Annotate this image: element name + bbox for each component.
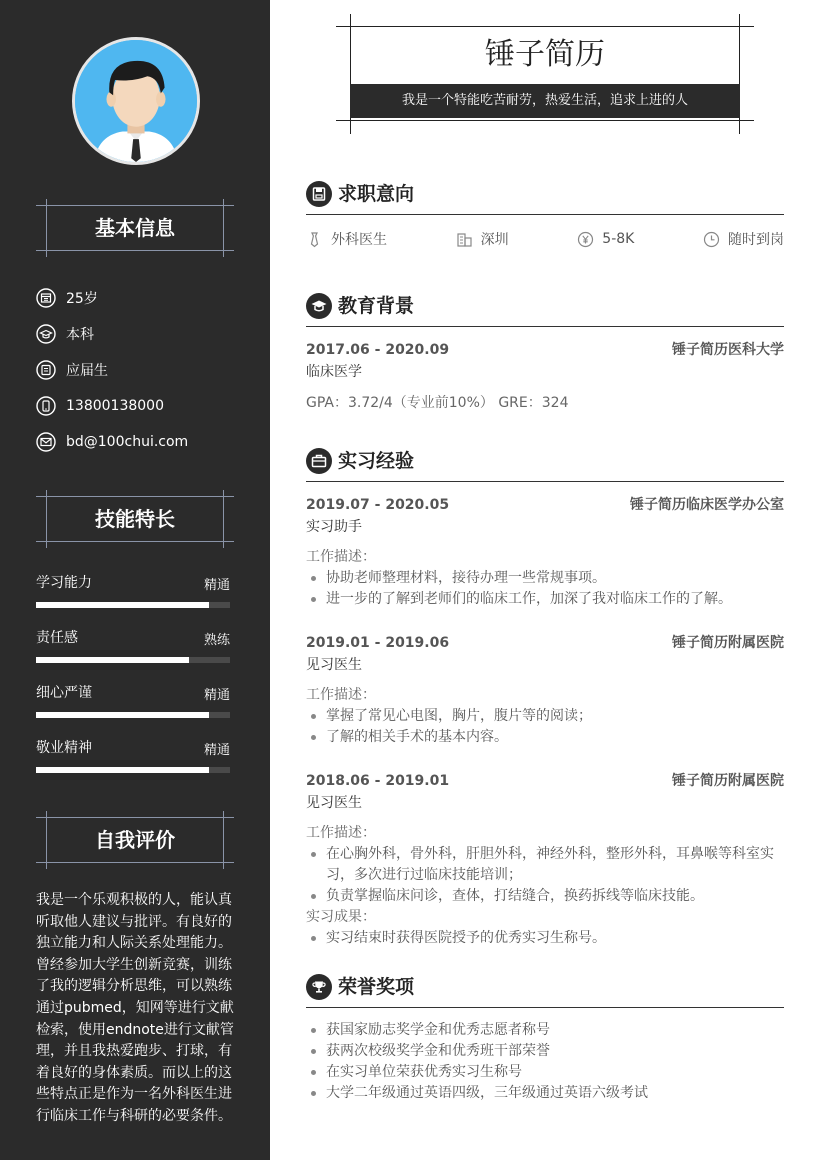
- info-status: [36, 352, 236, 388]
- intent-availability-text: 随时到岗: [727, 232, 784, 248]
- intent-city: [456, 229, 509, 249]
- mail-icon: [36, 432, 56, 452]
- intent-position-text: 外科医生: [331, 232, 387, 248]
- internship-desc-label: 工作描述：: [306, 687, 376, 703]
- job-intent-title: 求职意向: [338, 183, 415, 205]
- internship-result-label: 实习成果：: [306, 909, 376, 925]
- intent-city-text: 深圳: [480, 232, 509, 248]
- skill-item: [36, 568, 230, 623]
- info-age-text: 25岁: [66, 291, 98, 307]
- self-eval-heading: [36, 817, 234, 863]
- resume-name: 锤子简历: [485, 37, 605, 72]
- education-header: [306, 293, 784, 327]
- internship-org: 锤子简历附属医院: [672, 773, 784, 789]
- internship-desc-list: [306, 706, 784, 748]
- intent-salary-text: 5-8K: [602, 231, 635, 247]
- skill-name: 责任感: [36, 630, 78, 646]
- skill-bar: [36, 602, 230, 608]
- list-item: 实习结束时获得医院授予的优秀实习生称号。: [306, 928, 784, 949]
- list-item: 进一步的了解到老师们的临床工作，加深了我对临床工作的了解。: [306, 589, 784, 610]
- info-phone-text: 13800138000: [66, 398, 164, 414]
- calendar-icon: [36, 288, 56, 308]
- trophy-icon: [306, 974, 332, 1000]
- honors-section: [306, 974, 784, 1104]
- honors-list: [306, 1020, 784, 1104]
- yen-icon: [577, 231, 594, 248]
- building-icon: [456, 231, 473, 248]
- skill-bar: [36, 712, 230, 718]
- info-email-text: bd@100chui.com: [66, 434, 189, 450]
- skill-item: [36, 623, 230, 678]
- internship-title: 实习经验: [338, 450, 415, 472]
- skill-bar-fill: [36, 657, 189, 663]
- internship-entry: [306, 494, 784, 610]
- list-item: 获国家励志奖学金和优秀志愿者称号: [306, 1020, 784, 1041]
- resume-title-box: [336, 14, 754, 134]
- sidebar: [0, 0, 270, 1160]
- intent-position: [306, 229, 387, 249]
- list-item: 协助老师整理材料，接待办理一些常规事项。: [306, 568, 784, 589]
- internship-desc-list: [306, 568, 784, 610]
- basic-info-list: [36, 280, 236, 460]
- skill-level: 精通: [203, 578, 230, 593]
- resume-motto: 我是一个特能吃苦耐劳，热爱生活，追求上进的人: [350, 84, 740, 118]
- internship-section: [306, 448, 784, 949]
- education-section: [306, 293, 784, 414]
- skills-title: 技能特长: [95, 507, 175, 531]
- internship-role: 见习医生: [306, 657, 362, 673]
- clock-icon: [703, 231, 720, 248]
- job-intent-row: [306, 215, 784, 249]
- skill-bar: [36, 767, 230, 773]
- skill-name: 学习能力: [36, 575, 92, 591]
- education-major: 临床医学: [306, 364, 362, 380]
- list-item: 负责掌握临床问诊，查体，打结缝合，换药拆线等临床技能。: [306, 886, 784, 907]
- skill-name: 细心严谨: [36, 685, 92, 701]
- avatar: [72, 37, 200, 165]
- list-item: 在心胸外科，骨外科，肝胆外科，神经外科，整形外科，耳鼻喉等科室实习，多次进行过临床技能培训；: [306, 844, 784, 886]
- avatar-illustration: [75, 40, 197, 162]
- basic-info-title: 基本信息: [95, 216, 175, 240]
- skills-heading: [36, 496, 234, 542]
- info-age: [36, 280, 236, 316]
- internship-desc-list: [306, 844, 784, 907]
- internship-org: 锤子简历附属医院: [672, 635, 784, 651]
- skill-level: 精通: [203, 743, 230, 758]
- skill-item: [36, 678, 230, 733]
- internship-period: 2019.01 - 2019.06: [306, 635, 450, 651]
- internship-result-list: [306, 928, 784, 949]
- internship-entry: [306, 632, 784, 748]
- job-intent-header: [306, 181, 784, 215]
- skill-name: 敬业精神: [36, 740, 92, 756]
- honors-title: 荣誉奖项: [338, 976, 415, 998]
- internship-org: 锤子简历临床医学办公室: [630, 497, 784, 513]
- internship-desc-label: 工作描述：: [306, 825, 376, 841]
- info-phone: [36, 388, 236, 424]
- badge-icon: [36, 360, 56, 380]
- education-detail: GPA：3.72/4（专业前10%） GRE：324: [306, 395, 569, 411]
- internship-header: [306, 448, 784, 482]
- intent-availability: [703, 229, 784, 249]
- education-school: 锤子简历医科大学: [672, 342, 784, 358]
- intent-salary: [577, 229, 634, 249]
- internship-desc-label: 工作描述：: [306, 549, 376, 565]
- skill-bar-fill: [36, 767, 209, 773]
- skill-bar-fill: [36, 712, 209, 718]
- list-item: 了解的相关手术的基本内容。: [306, 727, 784, 748]
- list-item: 获两次校级奖学金和优秀班干部荣誉: [306, 1041, 784, 1062]
- skills-list: [36, 568, 230, 788]
- education-entry: [306, 339, 784, 414]
- internship-role: 见习医生: [306, 795, 362, 811]
- graduation-cap-icon: [36, 324, 56, 344]
- info-email: [36, 424, 236, 460]
- skill-level: 精通: [203, 688, 230, 703]
- self-eval-text: 我是一个乐观积极的人，能认真听取他人建议与批评。有良好的独立能力和人际关系处理能力。曾经参加大学生创新竞赛，训练了我的逻辑分析思维，可以熟练通过pubmed，知网等进行文献检索，使用endnote进行文献管理，并且我热爱跑步、打球，有着良好的身体素质。而以上的这些特点正是作为一名外科医生进行临床工作与科研的必要条件。: [36, 892, 234, 1124]
- list-item: 掌握了常见心电图，胸片，腹片等的阅读；: [306, 706, 784, 727]
- list-item: 大学二年级通过英语四级，三年级通过英语六级考试: [306, 1083, 784, 1104]
- skill-bar-fill: [36, 602, 209, 608]
- skill-bar: [36, 657, 230, 663]
- internship-period: 2019.07 - 2020.05: [306, 497, 450, 513]
- education-period: 2017.06 - 2020.09: [306, 342, 450, 358]
- info-degree-text: 本科: [66, 327, 94, 343]
- self-eval-title: 自我评价: [95, 828, 175, 852]
- graduation-cap-icon: [306, 293, 332, 319]
- skill-level: 熟练: [203, 633, 230, 648]
- internship-role: 实习助手: [306, 519, 362, 535]
- phone-icon: [36, 396, 56, 416]
- internship-period: 2018.06 - 2019.01: [306, 773, 450, 789]
- list-item: 在实习单位荣获优秀实习生称号: [306, 1062, 784, 1083]
- basic-info-heading: [36, 205, 234, 251]
- honors-header: [306, 974, 784, 1008]
- tie-icon: [306, 231, 323, 248]
- education-title: 教育背景: [338, 295, 415, 317]
- info-status-text: 应届生: [66, 363, 108, 379]
- job-intent-section: [306, 181, 784, 249]
- skill-item: [36, 733, 230, 788]
- internship-entry: [306, 770, 784, 949]
- floppy-icon: [306, 181, 332, 207]
- briefcase-icon: [306, 448, 332, 474]
- info-degree: [36, 316, 236, 352]
